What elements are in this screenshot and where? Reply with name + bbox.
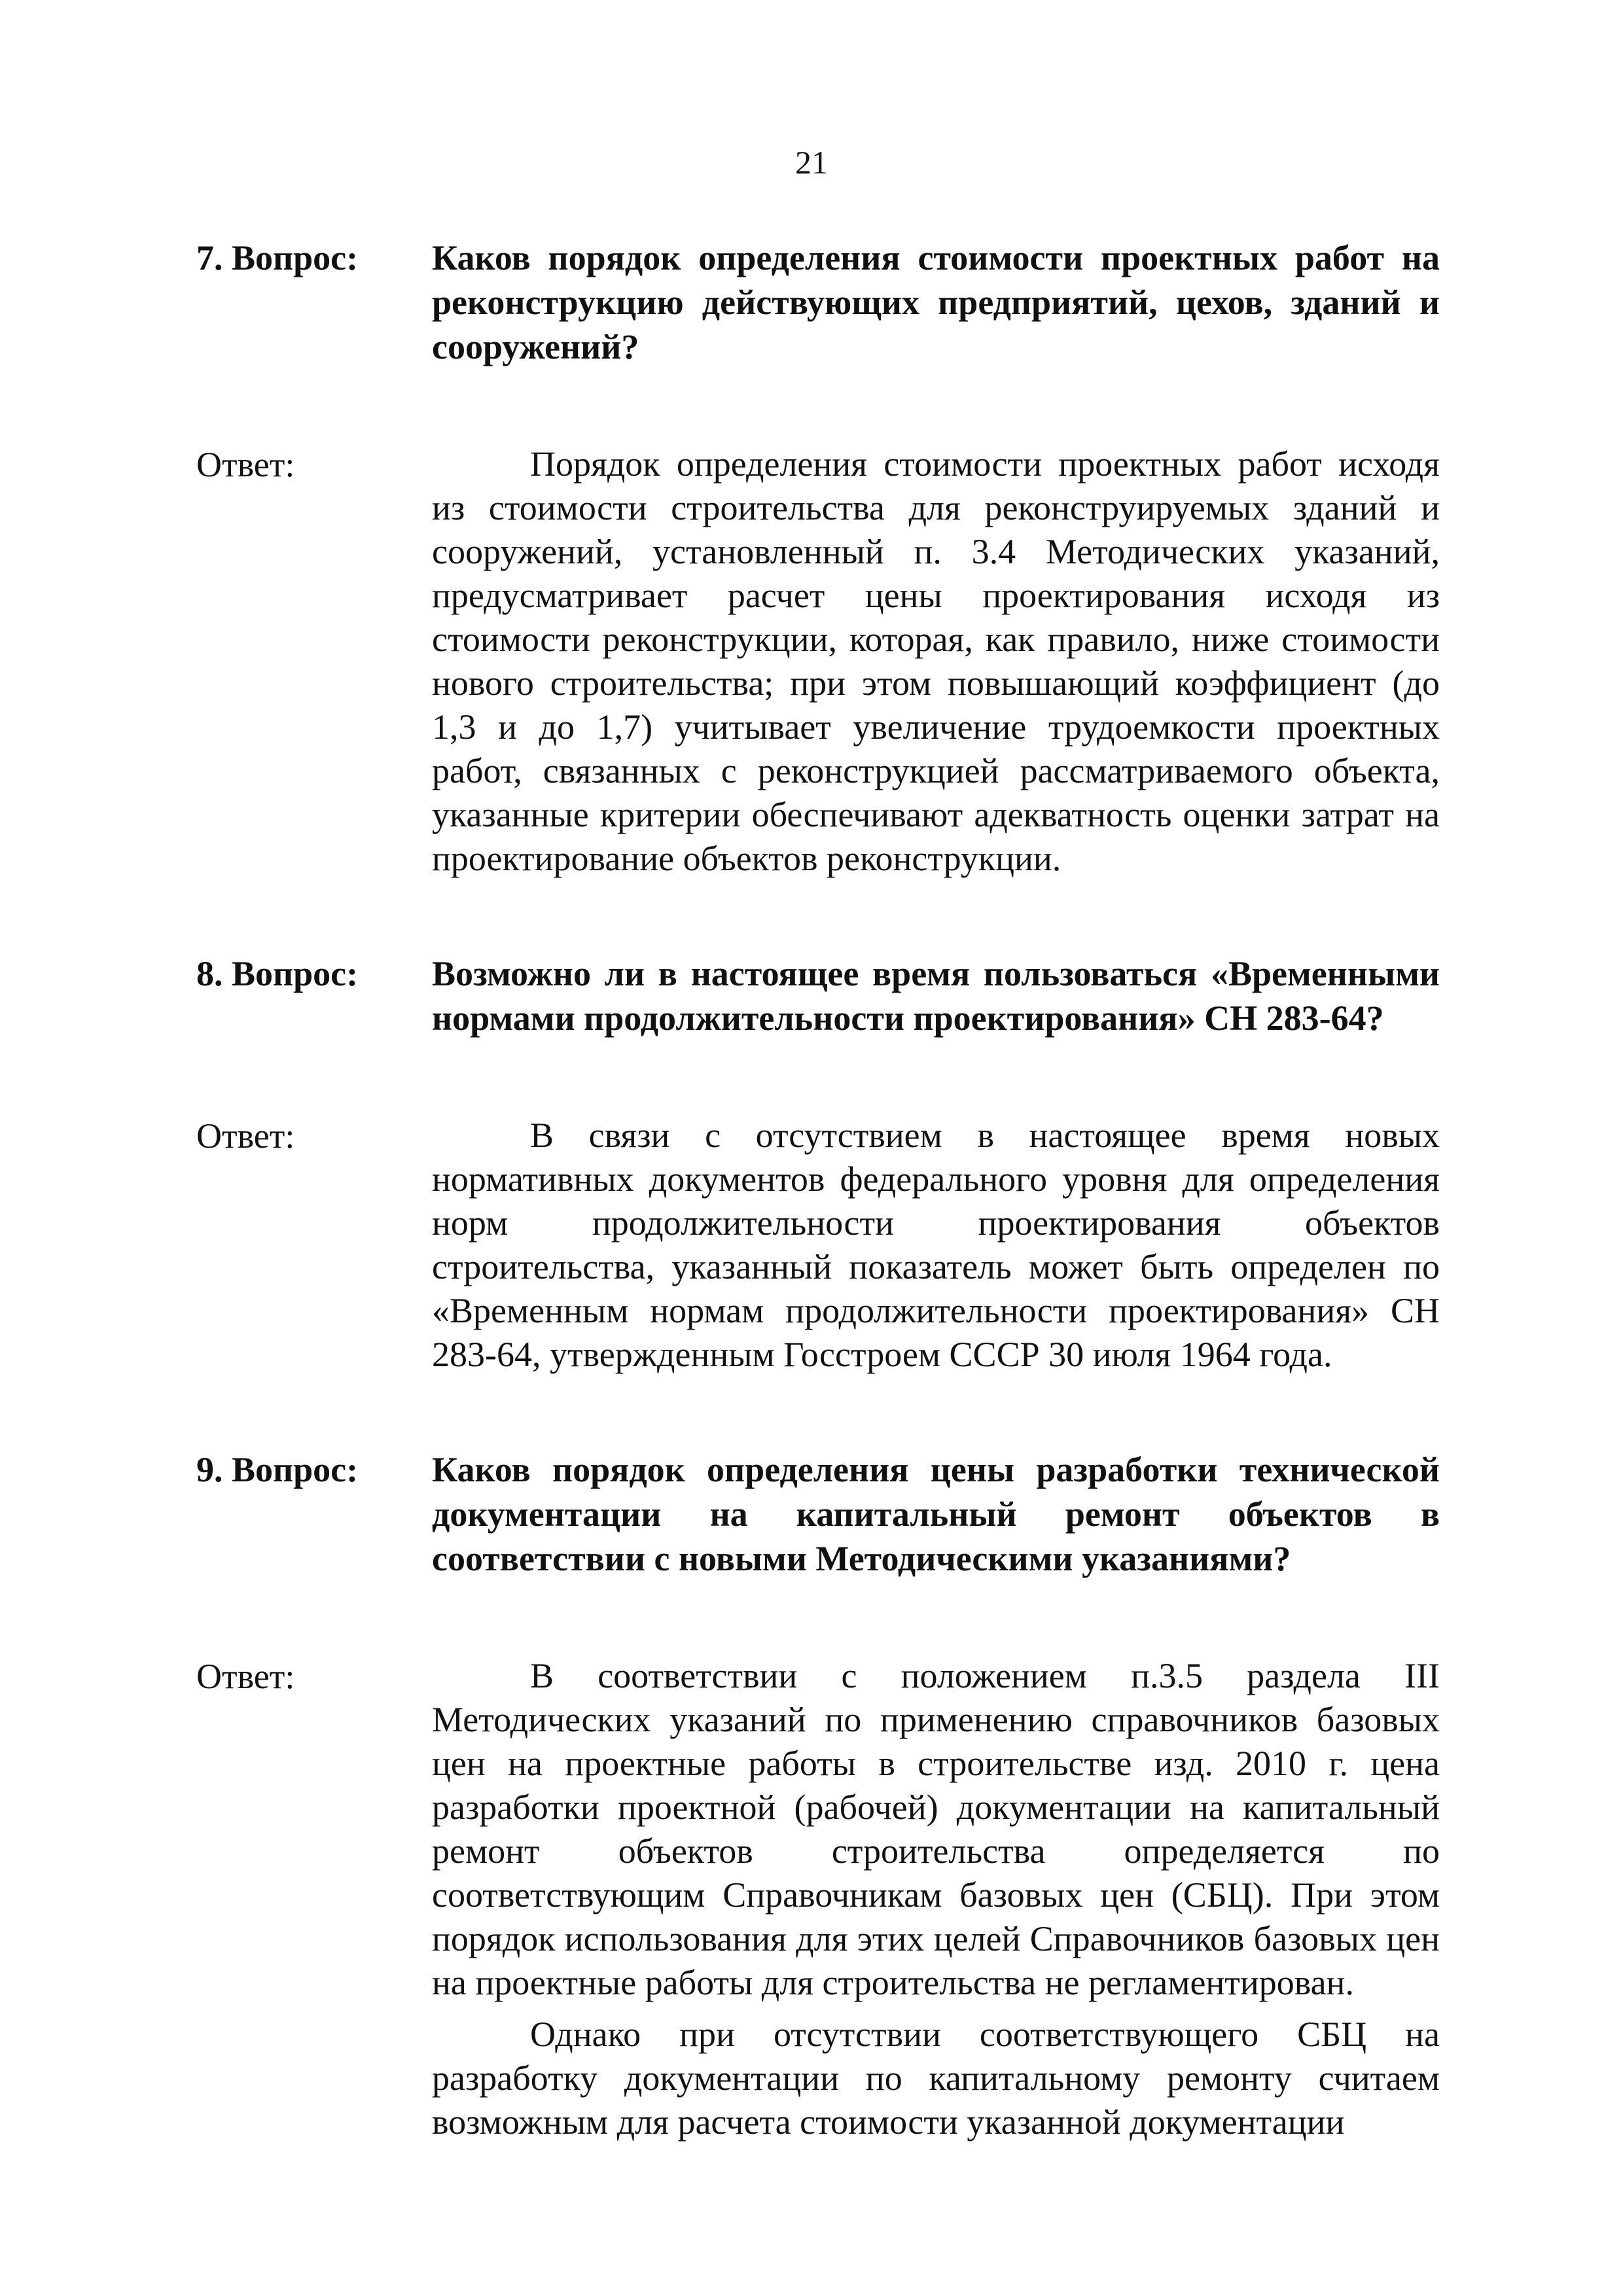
answer-block-7	[196, 442, 1440, 881]
qa-content	[196, 236, 1440, 2144]
page-number: 21	[795, 144, 828, 181]
answer-paragraph: В соответствии с положением п.3.5 раздела III Методических указаний по применению справочников базовых цен на проектные работы в строительстве изд. 2010 г. цена разработки проектной (рабочей) документации на капитальный ремонт объектов строительства определяется по соответствующим Справочникам базовых цен (СБЦ). При этом порядок использования для этих целей Справочников базовых цен на проектные работы для строительства не регламентирован.	[432, 1656, 1440, 2002]
answer-block-9	[196, 1654, 1440, 2144]
question-block-9	[196, 1447, 1440, 1581]
answer-label: Ответ:	[196, 1116, 295, 1156]
answer-paragraph: Однако при отсутствии соответствующего СБЦ на разработку документации по капитальному ремонту считаем возможным для расчета стоимости указанной документации	[432, 2015, 1440, 2142]
question-text: Каков порядок определения цены разработки технической документации на капитальный ремонт объектов в соответствии с новыми Методическими указаниями?	[432, 1450, 1440, 1578]
answer-label: Ответ:	[196, 445, 295, 484]
question-label: 8. Вопрос:	[196, 954, 359, 993]
answer-paragraph: В связи с отсутствием в настоящее время новых нормативных документов федерального уровня для определения норм продолжительности проектирования объектов строительства, указанный показатель может быть определен по «Временным нормам продолжительности проектирования» СН 283-64, утвержденным Госстроем СССР 30 июля 1964 года.	[432, 1116, 1440, 1374]
answer-block-8	[196, 1114, 1440, 1377]
question-label: 7. Вопрос:	[196, 238, 359, 277]
question-text: Возможно ли в настоящее время пользоваться «Временными нормами продолжительности проектирования» СН 283-64?	[432, 954, 1440, 1038]
question-block-7	[196, 236, 1440, 369]
question-text: Каков порядок определения стоимости проектных работ на реконструкцию действующих предприятий, цехов, зданий и сооружений?	[432, 238, 1440, 366]
answer-label: Ответ:	[196, 1657, 295, 1696]
answer-paragraph: Порядок определения стоимости проектных работ исходя из стоимости строительства для реконструируемых зданий и сооружений, установленный п. 3.4 Методических указаний, предусматривает расчет цены проектирования исходя из стоимости реконструкции, которая, как правило, ниже стоимости нового строительства; при этом повышающий коэффициент (до 1,3 и до 1,7) учитывает увеличение трудоемкости проектных работ, связанных с реконструкцией рассматриваемого объекта, указанные критерии обеспечивают адекватность оценки затрат на проектирование объектов реконструкции.	[432, 444, 1440, 878]
question-block-8	[196, 951, 1440, 1040]
question-label: 9. Вопрос:	[196, 1450, 359, 1489]
